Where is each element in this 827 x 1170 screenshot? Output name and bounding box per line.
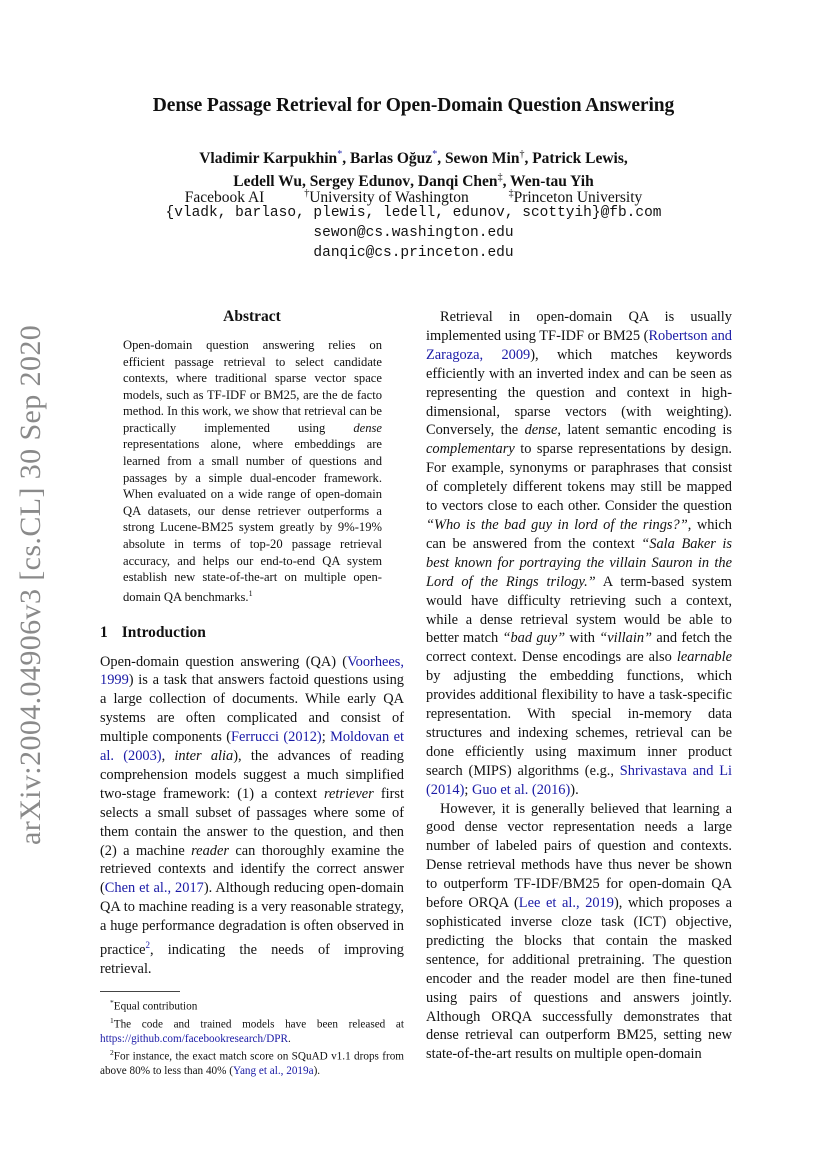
author-mark: ‡ bbox=[497, 172, 503, 184]
author-name: Sewon Min bbox=[444, 150, 520, 168]
author-mark: * bbox=[337, 149, 343, 160]
author-line-2: Ledell Wu, Sergey Edunov, Danqi Chen‡, Wen-tau Yih bbox=[233, 172, 594, 191]
abstract-emphasis: dense bbox=[353, 420, 382, 435]
text-span: , latent semantic encoding is bbox=[557, 422, 733, 439]
text-span: can thoroughly examine the retrieved contexts and identify the correct answer ( bbox=[100, 842, 404, 897]
text-span: by adjusting the embedding functions, which provides additional flexibility to have a task-specific representation. With special in-memory data structures and indexing schemes, retrieval can be done efficiently using maximum inner product search (MIPS) algorithms (e.g., bbox=[426, 668, 732, 779]
footnote-text: ). bbox=[313, 1064, 321, 1077]
citation-link[interactable]: Chen et al., 2017 bbox=[104, 880, 204, 897]
quoted-example: “bad guy” bbox=[502, 630, 566, 647]
citation-link[interactable]: Lee et al., 2019 bbox=[518, 895, 615, 912]
author-name: Patrick Lewis bbox=[532, 150, 624, 168]
footnote-mark: 2 bbox=[110, 1047, 114, 1057]
emphasis: reader bbox=[191, 842, 229, 859]
section-heading bbox=[100, 624, 404, 643]
text-span: , which can be answered from the context bbox=[426, 516, 732, 552]
email-line[interactable]: danqic@cs.princeton.edu bbox=[313, 245, 514, 261]
text-span: ), the advances of reading comprehension models suggest a much simplified two-stage framework: (1) a context bbox=[100, 748, 404, 802]
quoted-example: “Who is the bad guy in lord of the rings?” bbox=[426, 516, 688, 533]
affiliation-mark: ‡ bbox=[508, 188, 514, 199]
author-name: Vladimir Karpukhin bbox=[199, 150, 338, 168]
intro-paragraph bbox=[100, 653, 404, 979]
text-span: Open-domain question answering (QA) ( bbox=[100, 653, 348, 670]
footnote-ref[interactable]: 2 bbox=[145, 940, 151, 951]
citation-link[interactable]: Moldovan et al. (2003) bbox=[100, 729, 404, 765]
footnote-mark: 1 bbox=[110, 1015, 114, 1025]
text-span: ). bbox=[570, 781, 579, 798]
arxiv-identifier: arXiv:2004.04906v3 [cs.CL] 30 Sep 2020 bbox=[14, 324, 47, 845]
emphasis: inter alia bbox=[174, 748, 234, 765]
citation-link[interactable]: Shrivastava and Li (2014) bbox=[426, 762, 733, 798]
author-mark: * bbox=[432, 149, 438, 160]
right-column bbox=[426, 308, 732, 1064]
footnote-text: The code and trained models have been released at bbox=[113, 1018, 404, 1031]
emphasis: retriever bbox=[323, 785, 374, 802]
footnote-text: . bbox=[287, 1032, 291, 1045]
abstract-span: representations alone, where embeddings are learned from a small number of questions and passages by a simple dual-encoder framework. When evaluated on a wide range of open-domain QA datasets, our dense retriever outperforms a strong Lucene-BM25 system greatly by 9%-19% absolute in terms of top-20 passage retrieval accuracy, and helps our end-to-end QA system establish new state-of-the-art on multiple open-domain QA benchmarks. bbox=[123, 437, 382, 604]
email-line[interactable]: sewon@cs.washington.edu bbox=[313, 225, 514, 241]
text-span: ; bbox=[321, 729, 331, 746]
emphasis: learnable bbox=[676, 649, 732, 666]
affiliation-name: Princeton University bbox=[513, 189, 643, 207]
author-name: Wen-tau Yih bbox=[510, 173, 594, 191]
github-link[interactable]: https://github.com/facebookresearch/DPR bbox=[100, 1032, 288, 1045]
quoted-example: “villain” bbox=[599, 630, 653, 647]
text-span: ). Although reducing open-domain QA to machine reading is a very reasonable strategy, a huge performance degradation is often observed in practice bbox=[100, 880, 404, 958]
text-span: to sparse representations by design. For example, synonyms or paraphrases that consist of completely different tokens may still be mapped to vectors close to each other. Consider the question bbox=[426, 441, 732, 515]
text-span: ) is a task that answers factoid questions using a large collection of documents. While early QA systems are often complicated and consist of multiple components ( bbox=[100, 672, 404, 746]
body-paragraph bbox=[426, 308, 732, 800]
footnotes bbox=[100, 996, 404, 1078]
left-column bbox=[100, 308, 404, 1078]
footnote bbox=[100, 1014, 404, 1046]
quoted-example: “Sala Baker is best known for portraying the villain Sauron in the Lord of the Rings trilogy.” bbox=[426, 535, 732, 590]
emphasis: dense bbox=[524, 422, 558, 439]
paper-title: Dense Passage Retrieval for Open-Domain Question Answering bbox=[152, 95, 675, 116]
author-name: Danqi Chen bbox=[417, 173, 498, 191]
section-number: 1 bbox=[100, 623, 108, 641]
email-line[interactable]: {vladk, barlaso, plewis, ledell, edunov, scottyih}@fb.com bbox=[165, 205, 662, 221]
emphasis: complementary bbox=[426, 441, 515, 458]
text-span: A term-based system would have difficulty retrieving such a context, while a dense retrieval system would be able to better match bbox=[426, 573, 733, 647]
abstract-text bbox=[123, 337, 382, 606]
citation-link[interactable]: Voorhees, 1999 bbox=[100, 653, 404, 689]
text-span: , indicating the needs of improving retrieval. bbox=[100, 941, 404, 977]
footnote-text: Equal contribution bbox=[113, 1000, 198, 1013]
citation-link[interactable]: Guo et al. (2016) bbox=[471, 781, 571, 798]
text-span: ), which proposes a sophisticated inverse cloze task (ICT) objective, predicting the blocks that contain the masked sentence, for additional pretraining. The question encoder and the reader model are then fine-tuned using pairs of questions and answers jointly. Although ORQA successfully demonstrates that dense retrieval can outperform BM25, setting new state-of-the-art results on multiple open-domain bbox=[426, 895, 733, 1063]
section-title: Introduction bbox=[121, 623, 206, 641]
citation-link[interactable]: Ferrucci (2012) bbox=[231, 729, 322, 746]
text-span: first selects a small subset of passages where some of them contain the answer to the question, and then (2) a machine bbox=[100, 785, 404, 859]
footnote bbox=[100, 996, 404, 1014]
affiliation-name: Facebook AI bbox=[184, 189, 265, 207]
abstract-heading: Abstract bbox=[223, 308, 281, 325]
body-paragraph bbox=[426, 800, 732, 1065]
text-span: ), which matches keywords efficiently with an inverted index and can be seen as representing the question and context in high-dimensional, sparse vectors (with weighting). Conversely, the bbox=[426, 346, 732, 439]
author-name: Barlas Oğuz bbox=[349, 150, 433, 168]
author-mark: † bbox=[519, 149, 525, 160]
citation-link[interactable]: Robertson and Zaragoza, 2009 bbox=[426, 327, 732, 363]
author-name: Ledell Wu bbox=[233, 173, 303, 191]
text-span: , bbox=[161, 748, 175, 765]
affiliation-name: University of Washington bbox=[309, 189, 469, 207]
affiliation-mark: † bbox=[304, 188, 310, 199]
text-span: Retrieval in open-domain QA is usually implemented using TF-IDF or BM25 ( bbox=[426, 309, 732, 344]
author-name: Sergey Edunov bbox=[309, 173, 411, 191]
text-span: ; bbox=[464, 781, 472, 798]
footnote-divider bbox=[100, 991, 180, 992]
citation-link[interactable]: Yang et al., 2019a bbox=[232, 1064, 314, 1077]
footnote-text: For instance, the exact match score on SQuAD v1.1 drops from above 80% to less than 40% ( bbox=[100, 1050, 404, 1077]
footnote-mark: * bbox=[110, 997, 114, 1007]
footnote-ref[interactable]: 1 bbox=[248, 588, 253, 598]
abstract-span: Open-domain question answering relies on efficient passage retrieval to select candidate contexts, where traditional sparse vector space models, such as TF-IDF or BM25, are the de facto method. In this work, we show that retrieval can be practically implemented using bbox=[123, 337, 382, 435]
text-span: and fetch the correct context. Dense encodings are also bbox=[426, 630, 733, 666]
text-span: However, it is generally believed that learning a good dense vector representation needs a large number of labeled pairs of question and contexts. Dense retrieval methods have thus never be shown to outperform TF-IDF/BM25 for open-domain QA before ORQA ( bbox=[426, 800, 732, 912]
author-line-1: Vladimir Karpukhin*, Barlas Oğuz*, Sewon Min†, Patrick Lewis, bbox=[199, 149, 628, 168]
text-span: with bbox=[565, 630, 600, 647]
footnote bbox=[100, 1046, 404, 1078]
